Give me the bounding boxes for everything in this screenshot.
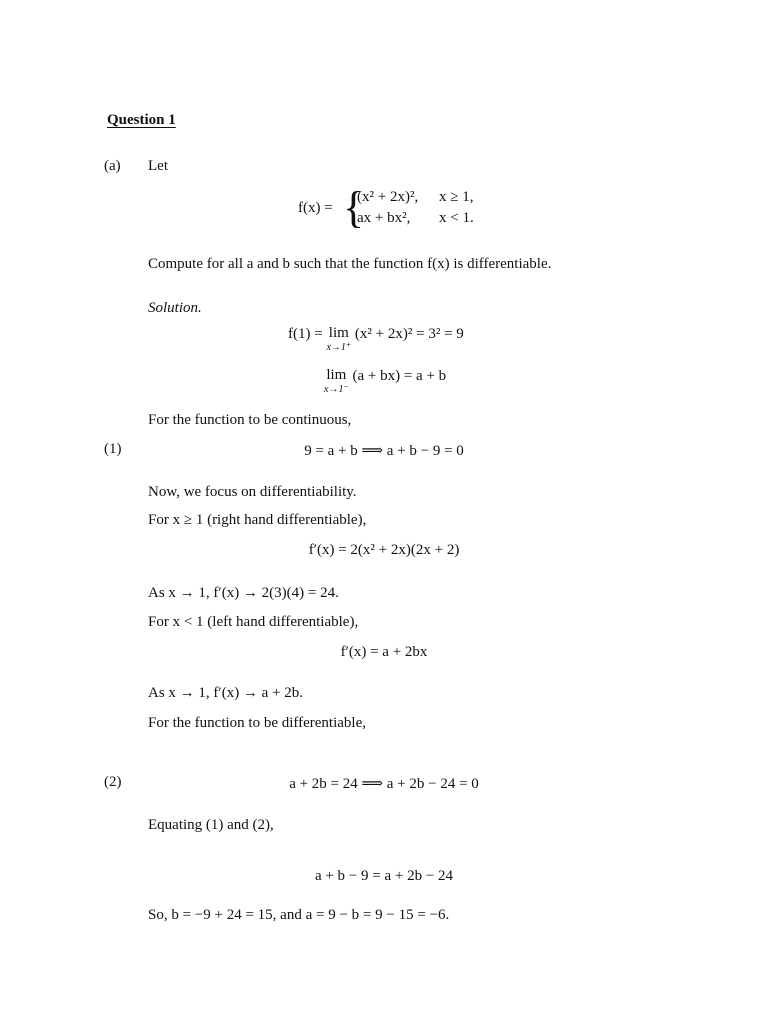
- right-limit-equation: [288, 326, 464, 353]
- eq2-label: (2): [104, 774, 122, 790]
- left-limit-statement: As x → 1, f′(x) → a + 2b.: [148, 685, 304, 701]
- left-hand-heading: For x < 1 (left hand differentiable),: [148, 614, 359, 630]
- left-limit-approach: x→1⁻: [324, 384, 349, 395]
- left-limit-lim: lim: [326, 367, 347, 383]
- left-limit-equation: [324, 368, 446, 395]
- right-hand-heading: For x ≥ 1 (right hand differentiable),: [148, 512, 367, 528]
- right-limit-statement: As x → 1, f′(x) → 2(3)(4) = 24.: [148, 585, 339, 601]
- piecewise-case1-cond: x ≥ 1,: [439, 189, 474, 205]
- right-limit-lim: lim: [328, 325, 349, 341]
- equating-heading: Equating (1) and (2),: [148, 817, 274, 833]
- combined-equation: a + b − 9 = a + 2b − 24: [314, 868, 454, 884]
- question-title: Question 1: [107, 112, 176, 128]
- eq1-text: 9 = a + b ⟹ a + b − 9 = 0: [304, 443, 464, 459]
- piecewise-lhs: f(x) =: [298, 200, 333, 216]
- left-limit-rhs: (a + bx) = a + b: [352, 368, 447, 384]
- left-limit-operator: [324, 368, 349, 395]
- differentiable-heading: For the function to be differentiable,: [148, 715, 366, 731]
- piecewise-brace: {: [343, 183, 365, 232]
- right-limit-lhs: f(1) =: [288, 326, 323, 342]
- task-statement: Compute for all a and b such that the function f(x) is differentiable.: [148, 256, 552, 272]
- right-limit-operator: [326, 326, 351, 353]
- piecewise-case1-expr: (x² + 2x)²,: [357, 189, 419, 205]
- differentiability-intro: Now, we focus on differentiability.: [148, 484, 357, 500]
- left-derivative: f′(x) = a + 2bx: [340, 644, 428, 660]
- right-limit-approach: x→1⁺: [326, 342, 352, 353]
- eq1-label: (1): [104, 441, 122, 457]
- part-label: (a): [104, 158, 121, 174]
- part-intro: Let: [148, 158, 168, 174]
- eq2-text: a + 2b = 24 ⟹ a + 2b − 24 = 0: [289, 776, 479, 792]
- continuity-heading: For the function to be continuous,: [148, 412, 352, 428]
- piecewise-case2-cond: x < 1.: [439, 210, 474, 226]
- conclusion: So, b = −9 + 24 = 15, and a = 9 − b = 9 − 15 = −6.: [148, 907, 450, 923]
- piecewise-case2-expr: ax + bx²,: [357, 210, 411, 226]
- solution-label: Solution.: [148, 300, 202, 316]
- right-limit-rhs: (x² + 2x)² = 3² = 9: [354, 326, 464, 342]
- right-derivative: f′(x) = 2(x² + 2x)(2x + 2): [308, 542, 460, 558]
